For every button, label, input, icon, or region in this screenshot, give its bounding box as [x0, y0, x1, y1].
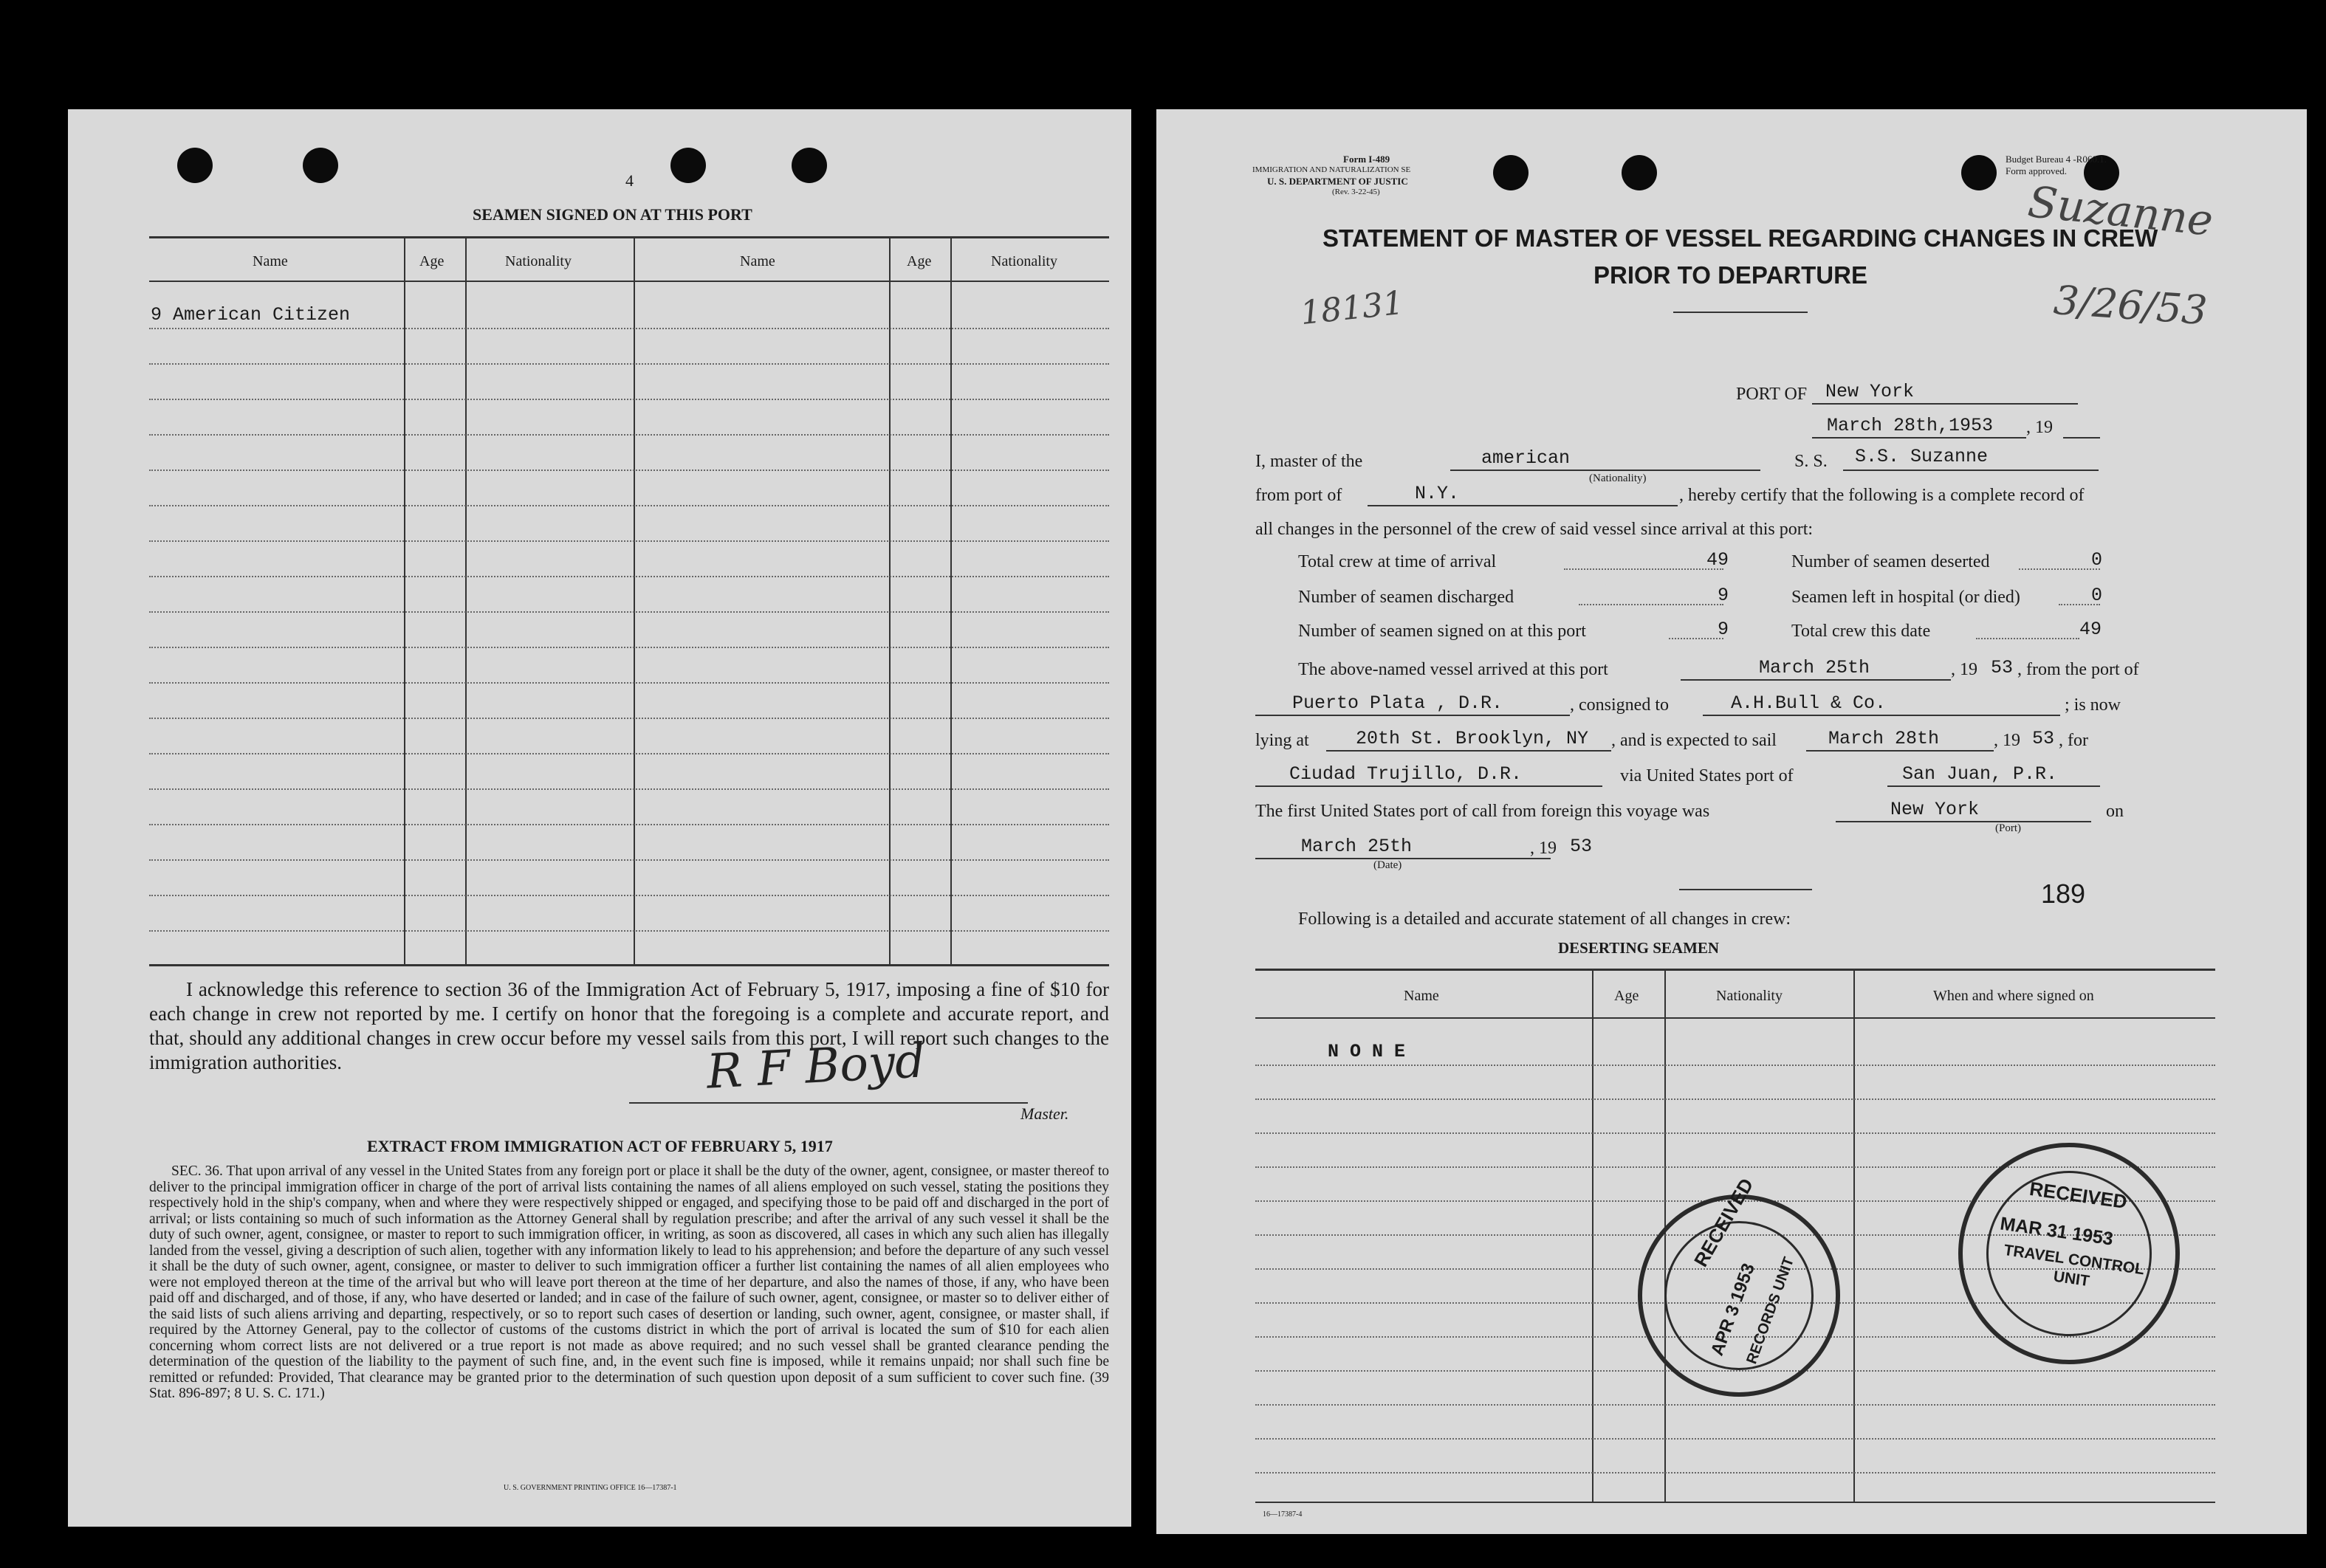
budget-line-1: Budget Bureau 4 -R060.1.	[2006, 154, 2107, 165]
punch-hole	[177, 148, 213, 183]
stat-signed-on-label: Number of seamen signed on at this port	[1298, 622, 1586, 641]
revision: (Rev. 3-22-45)	[1332, 188, 1380, 196]
handwritten-date: 3/26/53	[2052, 276, 2209, 334]
punch-hole	[303, 148, 338, 183]
handwritten-vessel-name: Suzanne	[2025, 176, 2216, 246]
stat-total-arrival-label: Total crew at time of arrival	[1298, 552, 1497, 571]
sail-value: March 28th	[1828, 728, 1940, 749]
extract-text: SEC. 36. That upon arrival of any vessel in the United States from any foreign port or place it shall be the duty of the owner, agent, consignee, or master thereof to deliver to the principal immigration officer in charge of the port of arrival lists containing the names of all aliens employed on such vessel, stating the positions they respectively hold in the ship's company, when and where they were respectively shipped or engaged, and specifying those to be paid off and discharged in the port of arrival; or lists containing so much of such information as the Attorney General shall by regulation prescribe; and after the arrival of any such vessel it shall be the duty of such owner, agent, consignee, or master to report to such immigration officer, in writing, as soon as discovered, all cases in which any such alien has illegally landed from the vessel, giving a description of such alien, together with any information likely to lead to his apprehension; and before the departure of any such vessel it shall be the duty of such owner, agent, consignee, or master to deliver to such immigration officer a further list containing the names of all alien employees who were not employed thereon at the time of the arrival but who will leave port thereon at the time of her departure, and also the names of those, if any, who have been paid off and discharged, and of those, if any, who have deserted or landed; and in case of the failure of such owner, agent, consignee, or master so to deliver either of the said lists of such aliens arriving and departing, respectively, or so to report such cases of desertion or landing, such owner, agent, consignee, or master shall, if required by the Attorney General, pay to the collector of customs of the customs district in which the port of arrival is located the sum of $10 for each alien concerning whom correct lists are not delivered or a true report is not made as above required; and no such vessel shall be granted clearance pending the determination of the question of the liability to the payment of such fine, and, in the event such fine is imposed, while it remains unpaid; nor shall such fine be remitted or refunded: Provided, That clearance may be granted prior to the determination of such question upon deposit of a sum sufficient to cover such fine. (39 Stat. 896-897; 8 U. S. C. 171.)	[149, 1163, 1109, 1401]
master-label: Master.	[1020, 1104, 1069, 1123]
deserting-col-name: Name	[1404, 988, 1439, 1004]
deserting-col-signed-on: When and where signed on	[1933, 988, 2094, 1004]
col-header-age-2: Age	[907, 253, 932, 269]
port-caption: (Port)	[1995, 822, 2021, 834]
lying-value: 20th St. Brooklyn, NY	[1356, 728, 1589, 749]
via-label: via United States port of	[1620, 766, 1794, 785]
sail-year: 53	[2032, 728, 2055, 749]
first-date-year-prefix: , 19	[1530, 839, 1557, 858]
printer-line: U. S. GOVERNMENT PRINTING OFFICE 16—17387-1	[504, 1484, 677, 1492]
from-port-value: N.Y.	[1415, 483, 1460, 504]
for-text: , for	[2059, 731, 2088, 750]
punch-hole	[670, 148, 706, 183]
agency-line-2: U. S. DEPARTMENT OF JUSTIC	[1267, 176, 1408, 187]
deserting-col-age: Age	[1614, 988, 1639, 1004]
form-title-line-2: PRIOR TO DEPARTURE	[1593, 261, 1867, 289]
stat-hospital-label: Seamen left in hospital (or died)	[1791, 588, 2020, 607]
left-page-title: SEAMEN SIGNED ON AT THIS PORT	[473, 205, 752, 224]
nationality-value: american	[1481, 447, 1571, 469]
punch-hole	[1493, 155, 1529, 190]
master-prefix: I, master of the	[1255, 452, 1363, 471]
page-number: 4	[625, 171, 634, 190]
sail-year-prefix: , 19	[1994, 731, 2020, 750]
is-now-text: ; is now	[2065, 695, 2121, 715]
punch-hole	[792, 148, 827, 183]
consignee: A.H.Bull & Co.	[1731, 692, 1887, 714]
col-header-nationality: Nationality	[505, 253, 572, 269]
first-date-value: March 25th	[1301, 836, 1413, 857]
destination: Ciudad Trujillo, D.R.	[1289, 763, 1523, 785]
budget-line-2: Form approved.	[2006, 165, 2068, 176]
punch-hole	[1961, 155, 1997, 190]
stamp2-unit: TRAVEL CONTROL UNIT	[2003, 1241, 2146, 1290]
col-header-name-2: Name	[740, 253, 775, 269]
expected-label: , and is expected to sail	[1611, 731, 1777, 750]
via-value: San Juan, P.R.	[1902, 763, 2058, 785]
arrived-year-prefix: , 19	[1951, 660, 1977, 679]
deserting-col-nationality: Nationality	[1716, 988, 1783, 1004]
port-value: New York	[1825, 381, 1915, 402]
stamp2-text: RECEIVED	[2028, 1177, 2129, 1214]
left-page	[68, 109, 1131, 1527]
from-port-of-text: , from the port of	[2017, 660, 2139, 679]
col-header-age: Age	[419, 253, 445, 269]
stat-signed-on-value: 9	[1718, 619, 1729, 640]
stat-discharged-value: 9	[1718, 585, 1729, 606]
stamp2-date: MAR 31 1953	[1998, 1213, 2115, 1250]
received-stamp-records	[1638, 1174, 1840, 1397]
handwritten-number: 18131	[1298, 283, 1406, 333]
stat-total-date-label: Total crew this date	[1791, 622, 1931, 641]
lying-label: lying at	[1255, 731, 1309, 750]
agency-line-1: IMMIGRATION AND NATURALIZATION SE	[1252, 165, 1411, 174]
arrived-year: 53	[1991, 657, 2014, 678]
stat-total-arrival-value: 49	[1706, 549, 1729, 571]
first-port-label: The first United States port of call from foreign this voyage was	[1255, 802, 1710, 821]
stamp1-text: RECEIVED	[1689, 1174, 1758, 1270]
extract-title: EXTRACT FROM IMMIGRATION ACT OF FEBRUARY 5, 1917	[367, 1137, 833, 1155]
form-title-line-1: STATEMENT OF MASTER OF VESSEL REGARDING CHANGES IN CREW	[1322, 224, 2158, 252]
col-header-nationality-2: Nationality	[991, 253, 1057, 269]
stat-hospital-value: 0	[2091, 585, 2103, 606]
stat-deserted-label: Number of seamen deserted	[1791, 552, 1990, 571]
punch-hole	[1622, 155, 1657, 190]
first-date-year: 53	[1570, 836, 1593, 857]
origin-port: Puerto Plata , D.R.	[1292, 692, 1503, 714]
stamp1-unit: RECORDS UNIT	[1743, 1255, 1798, 1366]
stat-discharged-label: Number of seamen discharged	[1298, 588, 1514, 607]
consigned-label: , consigned to	[1570, 695, 1669, 715]
master-signature: R F Boyd	[705, 1034, 927, 1100]
deserting-entry: N O N E	[1328, 1041, 1406, 1062]
certify-text: , hereby certify that the following is a complete record of	[1679, 486, 2085, 505]
stamp1-date: APR 3 1953	[1706, 1260, 1759, 1358]
date-suffix: , 19	[2026, 418, 2053, 437]
first-port-value: New York	[1890, 799, 1980, 820]
on-text: on	[2106, 802, 2124, 821]
following-text: Following is a detailed and accurate statement of all changes in crew:	[1298, 909, 1791, 929]
arrived-label: The above-named vessel arrived at this port	[1298, 660, 1608, 679]
footer-code: 16—17387-4	[1263, 1510, 1303, 1519]
date-caption: (Date)	[1373, 859, 1402, 871]
col-header-name: Name	[253, 253, 288, 269]
stat-total-date-value: 49	[2079, 619, 2102, 640]
ss-label: S. S.	[1794, 452, 1828, 471]
nationality-caption: (Nationality)	[1589, 472, 1647, 484]
first-entry: 9 American Citizen	[151, 304, 351, 326]
port-label: PORT OF	[1736, 385, 1808, 404]
received-stamp-travel	[1958, 1143, 2180, 1364]
form-number: Form I-489	[1343, 154, 1390, 165]
arrived-value: March 25th	[1759, 657, 1870, 678]
deserting-title: DESERTING SEAMEN	[1558, 939, 1720, 957]
acknowledgement-text: I acknowledge this reference to section 36 of the Immigration Act of February 5, 1917, imposing a fine of $10 for each change in crew not reported by me. I certify on honor that the foregoing is a complete and accurate report, and that, should any additional changes in crew occur before my vessel sails from this port, I will report such changes to the immigration authorities.	[149, 978, 1109, 1073]
from-port-label: from port of	[1255, 486, 1342, 505]
changes-text: all changes in the personnel of the crew of said vessel since arrival at this port:	[1255, 520, 1814, 539]
stat-deserted-value: 0	[2091, 549, 2103, 571]
date-value: March 28th,1953	[1827, 415, 1994, 436]
right-page	[1156, 109, 2307, 1534]
ss-value: S.S. Suzanne	[1855, 446, 1989, 467]
page-code: 189	[2041, 878, 2086, 909]
